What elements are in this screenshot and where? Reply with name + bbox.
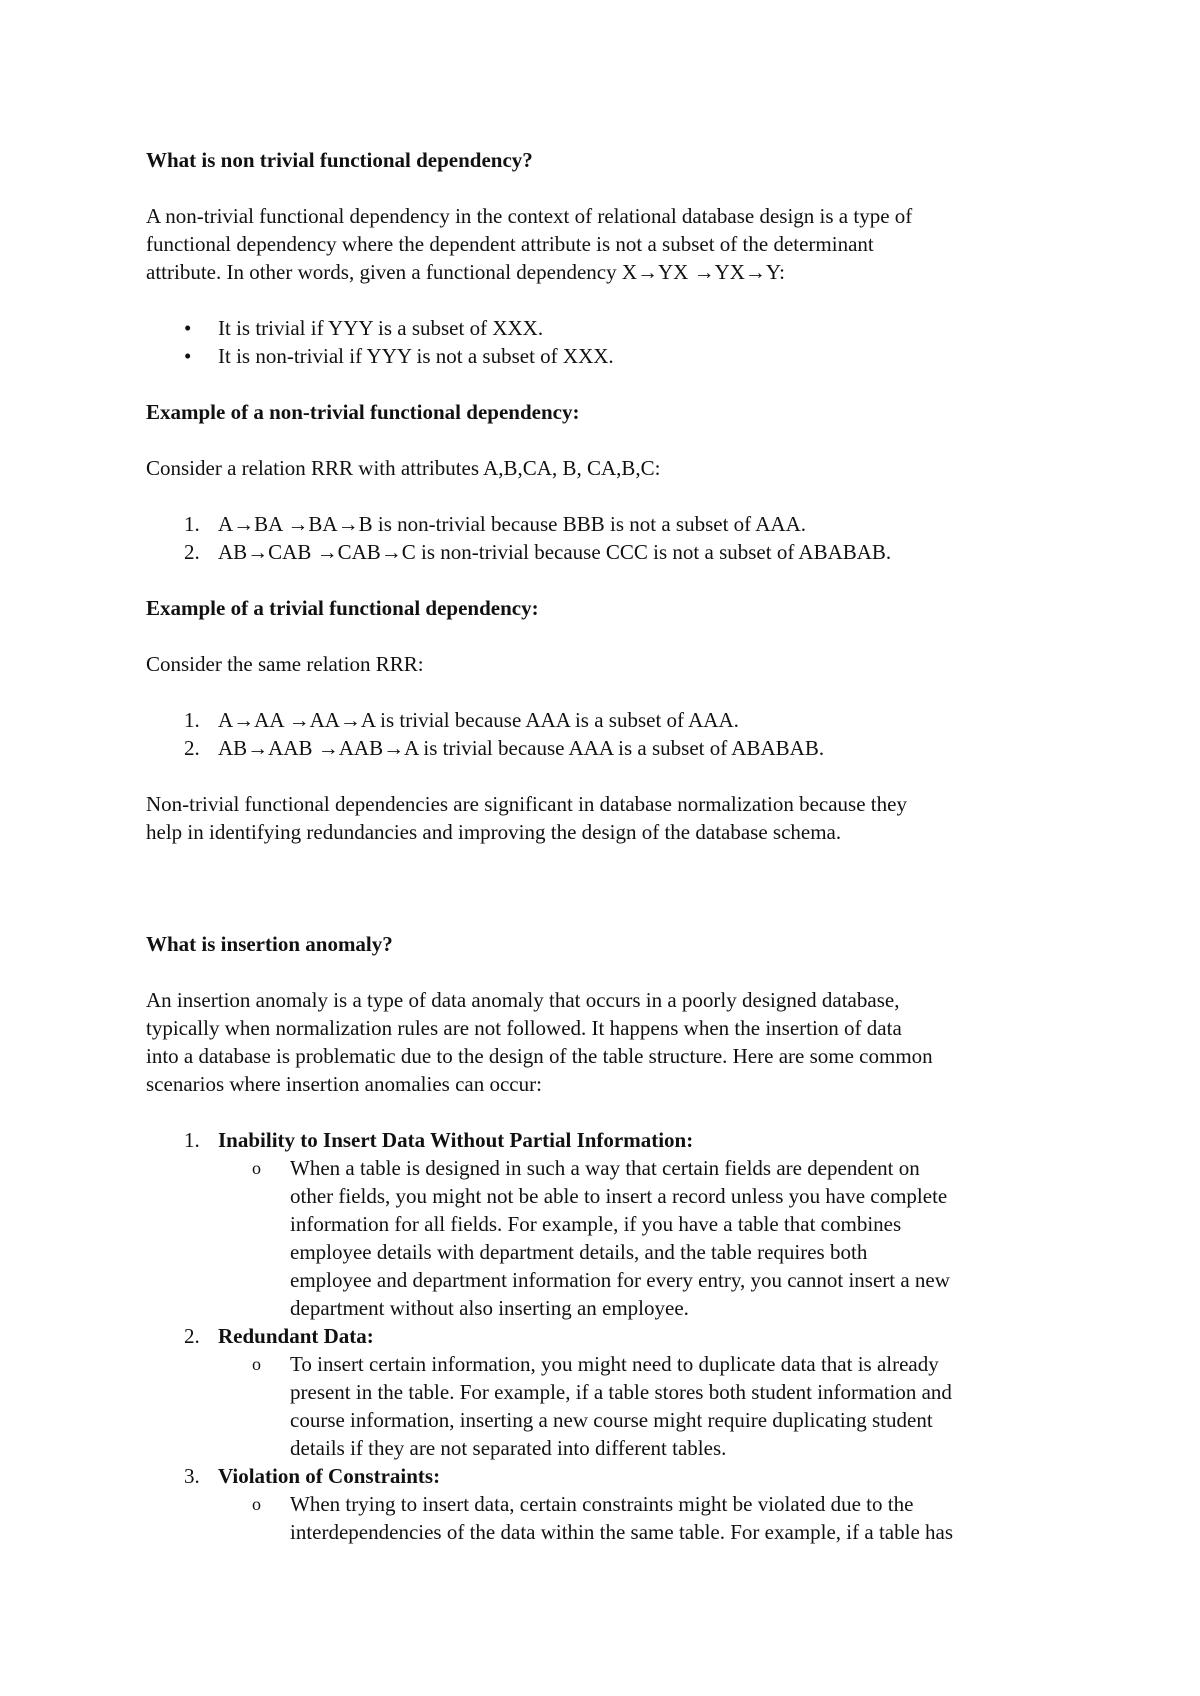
list-item [146,734,1066,762]
list-item-text: AB→AAB →AAB→A is trivial because AAA is a subset of ABABAB. [218,736,825,760]
bullet-icon: • [184,316,192,340]
list-item [146,1322,1066,1462]
intro-line: functional dependency where the dependent attribute is not a subset of the determinant [146,232,874,256]
detail-line: present in the table. For example, if a table stores both student information and [290,1380,952,1404]
sub-list [218,1350,1066,1462]
list-item [146,1462,1066,1546]
detail-line: information for all fields. For example, if you have a table that combines [290,1212,902,1236]
list-item-text: A→BA →BA→B is non-trivial because BBB is not a subset of AAA. [218,512,806,536]
detail-line: interdependencies of the data within the same table. For example, if a table has [290,1520,954,1544]
detail-line: department without also inserting an employee. [290,1296,689,1320]
sub-list-item [218,1490,1066,1546]
list-number: 2. [184,736,200,760]
detail-line: other fields, you might not be able to insert a record unless you have complete [290,1184,948,1208]
sub-list [218,1154,1066,1322]
circle-bullet-icon: o [252,1354,261,1374]
item-title: Redundant Data: [218,1324,374,1348]
numbered-list [146,510,1066,566]
list-number: 1. [184,1128,200,1152]
section-heading: What is insertion anomaly? [146,932,393,956]
intro-line: typically when normalization rules are not followed. It happens when the insertion of data [146,1016,902,1040]
bullet-list [146,314,1066,370]
list-item [146,510,1066,538]
detail-line: course information, inserting a new course might require duplicating student [290,1408,933,1432]
intro-line: An insertion anomaly is a type of data anomaly that occurs in a poorly designed database, [146,988,900,1012]
numbered-list [146,706,1066,762]
detail-line: employee and department information for every entry, you cannot insert a new [290,1268,950,1292]
sub-list-item [218,1350,1066,1462]
list-item [146,706,1066,734]
intro-line: into a database is problematic due to the design of the table structure. Here are some common [146,1044,933,1068]
numbered-list [146,1126,1066,1546]
list-item-text: It is trivial if YYY is a subset of XXX. [218,316,544,340]
paragraph: Consider the same relation RRR: [146,652,424,676]
sub-list-item [218,1154,1066,1322]
item-title: Violation of Constraints: [218,1464,441,1488]
conclusion-line: help in identifying redundancies and improving the design of the database schema. [146,820,842,844]
list-number: 1. [184,512,200,536]
document-page [146,146,1066,1546]
conclusion-line: Non-trivial functional dependencies are significant in database normalization because they [146,792,907,816]
list-item-text: It is non-trivial if YYY is not a subset of XXX. [218,344,614,368]
intro-line: attribute. In other words, given a functional dependency X→YX →YX→Y: [146,260,785,284]
list-item [146,538,1066,566]
detail-line: To insert certain information, you might need to duplicate data that is already [290,1352,939,1376]
bullet-icon: • [184,344,192,368]
section-heading: What is non trivial functional dependency? [146,148,533,172]
item-title: Inability to Insert Data Without Partial Information: [218,1128,694,1152]
list-number: 1. [184,708,200,732]
list-item [146,342,1066,370]
sub-list [218,1490,1066,1546]
list-number: 2. [184,1324,200,1348]
detail-line: details if they are not separated into different tables. [290,1436,727,1460]
subsection-heading: Example of a non-trivial functional dependency: [146,400,580,424]
circle-bullet-icon: o [252,1494,261,1514]
detail-line: When trying to insert data, certain constraints might be violated due to the [290,1492,914,1516]
list-number: 3. [184,1464,200,1488]
intro-line: scenarios where insertion anomalies can occur: [146,1072,542,1096]
list-item [146,1126,1066,1322]
list-item-text: AB→CAB →CAB→C is non-trivial because CCC is not a subset of ABABAB. [218,540,892,564]
paragraph: Consider a relation RRR with attributes A,B,CA, B, CA,B,C: [146,456,661,480]
list-item-text: A→AA →AA→A is trivial because AAA is a subset of AAA. [218,708,739,732]
subsection-heading: Example of a trivial functional dependency: [146,596,539,620]
intro-line: A non-trivial functional dependency in the context of relational database design is a type of [146,204,913,228]
detail-line: employee details with department details, and the table requires both [290,1240,868,1264]
list-item [146,314,1066,342]
circle-bullet-icon: o [252,1158,261,1178]
list-number: 2. [184,540,200,564]
detail-line: When a table is designed in such a way that certain fields are dependent on [290,1156,920,1180]
